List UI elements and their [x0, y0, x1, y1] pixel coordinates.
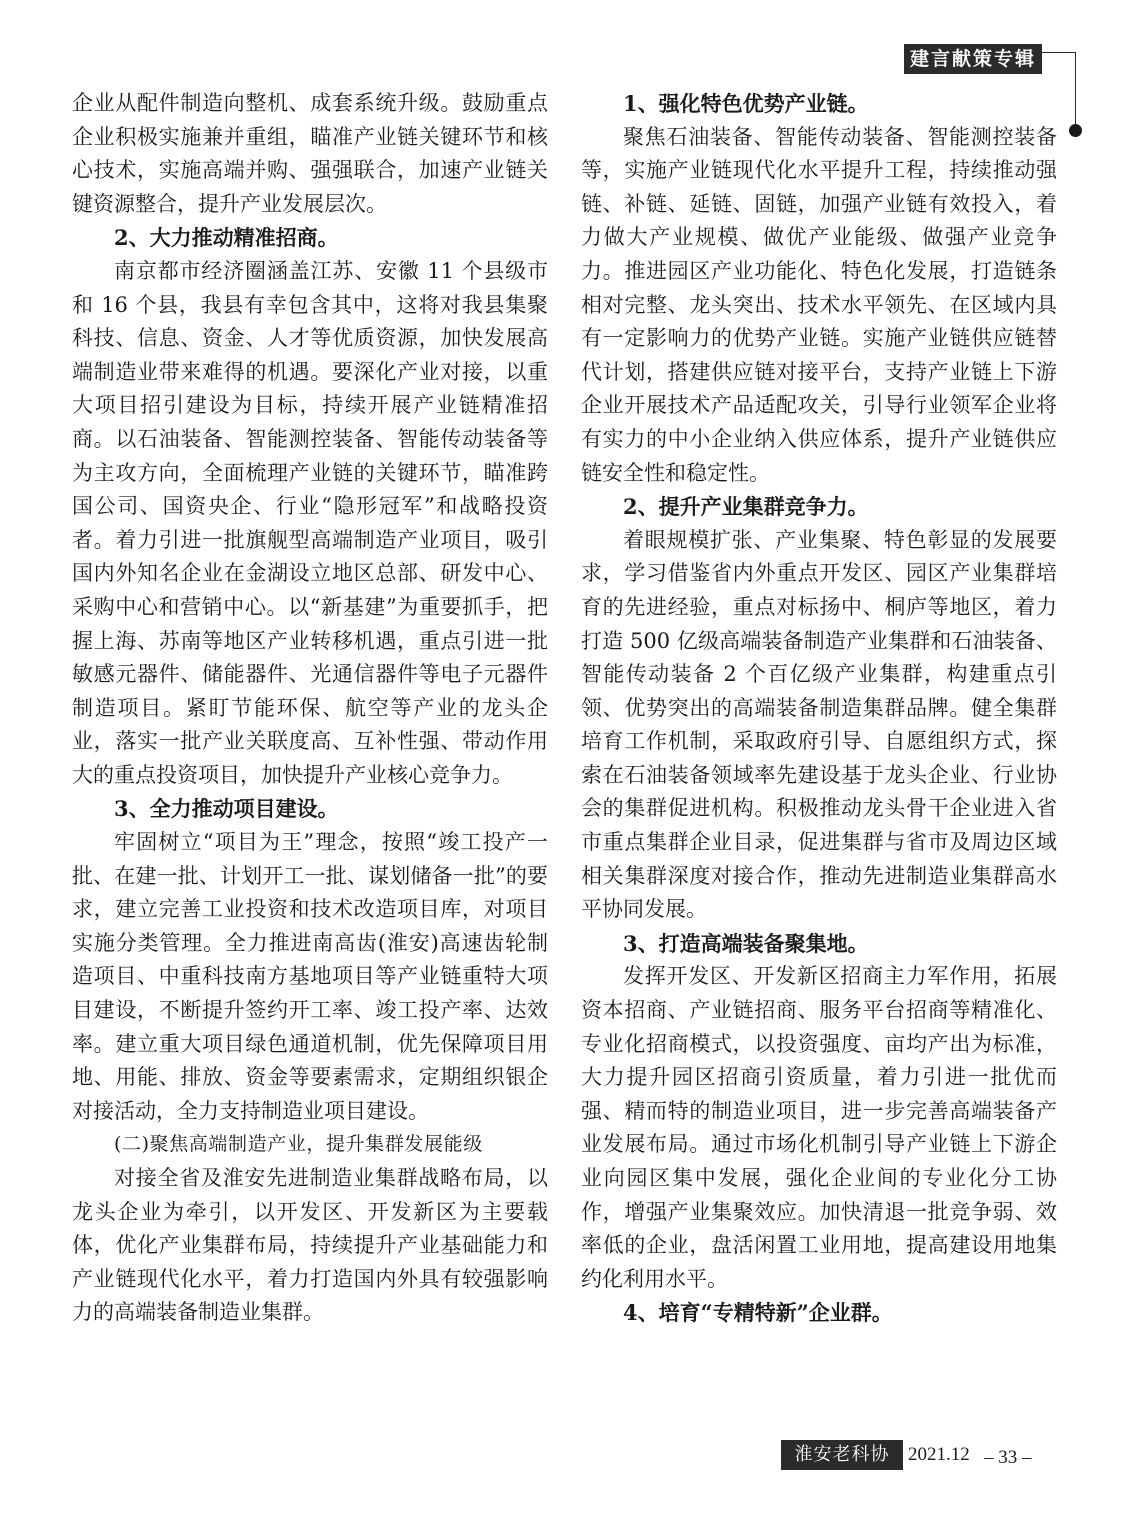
paragraph: 着眼规模扩张、产业集聚、特色彰显的发展要求，学习借鉴省内外重点开发区、园区产业集群培育的先进经验，重点对标扬中、桐庐等地区，着力打造 500 亿级高端装备制造产业集群和石油装备、智能传动装备 2 个百亿级产业集群，构建重点引领、优势突出的高端装备制造集群品牌。健全集群培育工作机制，采取政府引导、自愿组织方式，探索在石油装备领域率先建设基于龙头企业、行业协会的集群促进机构。积极推动龙头骨干企业进入省市重点集群企业目录，促进集群与省市及周边区域相关集群深度对接合作，推动先进制造业集群高水平协同发展。 [581, 527, 1057, 922]
paragraph: 聚焦石油装备、智能传动装备、智能测控装备等，实施产业链现代化水平提升工程，持续推动强链、补链、延链、固链，加强产业链有效投入，着力做大产业规模、做优产业能级、做强产业竞争力。推进园区产业功能化、特色化发展，打造链条相对完整、龙头突出、技术水平领先、在区域内具有一定影响力的优势产业链。实施产业链供应链替代计划，搭建供应链对接平台，支持产业链上下游企业开展技术产品适配攻关，引导行业领军企业将有实力的中小企业纳入供应体系，提升产业链供应链安全性和稳定性。 [581, 124, 1057, 485]
section-heading: 2、提升产业集群竞争力。 [623, 494, 869, 520]
left-column [72, 87, 548, 1330]
section-heading: 1、强化特色优势产业链。 [623, 91, 869, 116]
header-bracket-vertical [1075, 52, 1076, 130]
subsection-heading: (二)聚焦高端制造产业，提升集群发展能级 [114, 1133, 483, 1156]
section-heading: 3、全力推动项目建设。 [114, 796, 339, 822]
magazine-name-badge: 淮安老科协 [781, 1440, 903, 1470]
paragraph: 牢固树立“项目为王”理念，按照“竣工投产一批、在建一批、计划开工一批、谋划储备一批”的要求，建立完善工业投资和技术改造项目库，对项目实施分类管理。全力推进南高齿(淮安)高速齿轮制造项目、中重科技南方基地项目等产业链重特大项目建设，不断提升签约开工率、竣工投产率、达效率。建立重大项目绿色通道机制，优先保障项目用地、用能、排放、资金等要素需求，定期组织银企对接活动，全力支持制造业项目建设。 [72, 830, 548, 1123]
issue-date: 2021.12 [908, 1444, 970, 1465]
paragraph: 对接全省及淮安先进制造业集群战略布局，以龙头企业为牵引，以开发区、开发新区为主要载体，优化产业集群布局，持续提升产业基础能力和产业链现代化水平，着力打造国内外具有较强影响力的高端装备制造业集群。 [72, 1166, 548, 1325]
paragraph: 企业从配件制造向整机、成套系统升级。鼓励重点企业积极实施兼并重组，瞄准产业链关键环节和核心技术，实施高端并购、强强联合，加速产业链关键资源整合，提升产业发展层次。 [72, 91, 548, 216]
section-badge: 建言献策专辑 [904, 44, 1042, 74]
section-heading: 3、打造高端装备聚集地。 [623, 930, 869, 956]
paragraph: 发挥开发区、开发新区招商主力军作用，拓展资本招商、产业链招商、服务平台招商等精准化、专业化招商模式，以投资强度、亩均产出为标准，大力提升园区招商引资质量，着力引进一批优而强、精而特的制造业项目，进一步完善高端装备产业发展布局。通过市场化机制引导产业链上下游企业向园区集中发展，强化企业间的专业化分工协作，增强产业集聚效应。加快清退一批竞争弱、效率低的企业，盘活闲置工业用地，提高建设用地集约化利用水平。 [581, 964, 1057, 1291]
section-heading: 2、大力推动精准招商。 [114, 225, 339, 251]
header-bullet-dot [1069, 124, 1082, 137]
section-heading: 4、培育“专精特新”企业群。 [623, 1300, 893, 1326]
header-bracket-line [1042, 52, 1076, 53]
right-column [581, 87, 1057, 1330]
paragraph: 南京都市经济圈涵盖江苏、安徽 11 个县级市和 16 个县，我县有幸包含其中，这将对我县集聚科技、信息、资金、人才等优质资源，加快发展高端制造业带来难得的机遇。要深化产业对接，以重大项目招引建设为目标，持续开展产业链精准招商。以石油装备、智能测控装备、智能传动装备等为主攻方向，全面梳理产业链的关键环节，瞄准跨国公司、国资央企、行业“隐形冠军”和战略投资者。着力引进一批旗舰型高端制造产业项目，吸引国内外知名企业在金湖设立地区总部、研发中心、采购中心和营销中心。以“新基建”为重要抓手，把握上海、苏南等地区产业转移机遇，重点引进一批敏感元器件、储能器件、光通信器件等电子元器件制造项目。紧盯节能环保、航空等产业的龙头企业，落实一批产业关联度高、互补性强、带动作用大的重点投资项目，加快提升产业核心竞争力。 [72, 258, 548, 787]
page-number: – 33 – [984, 1447, 1032, 1468]
